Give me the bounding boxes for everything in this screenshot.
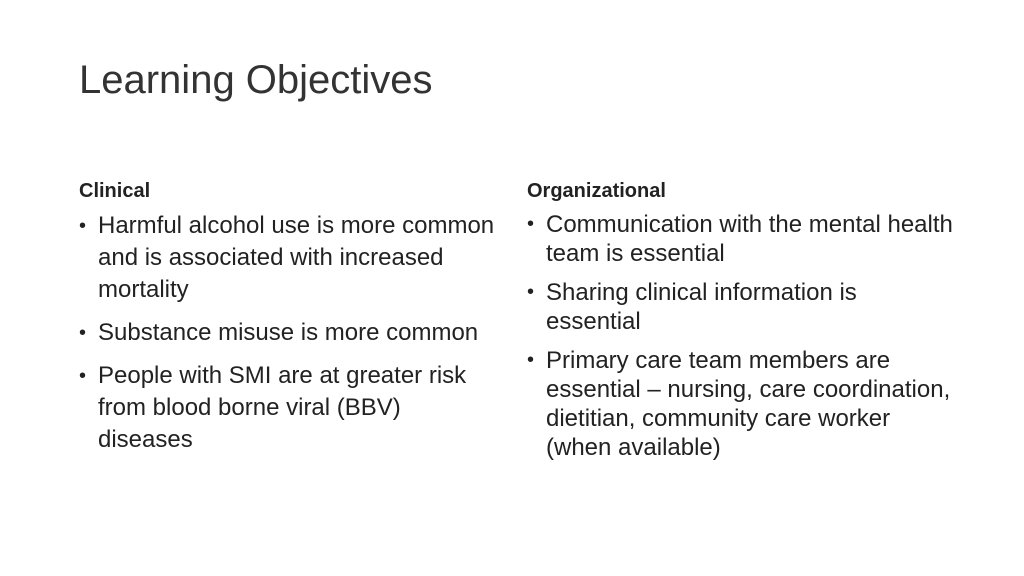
list-item-text: Harmful alcohol use is more common and is associated with increased mortality <box>98 212 495 303</box>
bullet-icon: • <box>527 213 535 235</box>
list-item <box>527 346 957 462</box>
bullet-icon: • <box>79 322 87 344</box>
bullet-icon: • <box>527 281 535 303</box>
list-item-text: Sharing clinical information is essential <box>546 279 857 335</box>
clinical-column <box>79 178 499 467</box>
list-item-text: People with SMI are at greater risk from blood borne viral (BBV) diseases <box>98 362 467 453</box>
list-item-text: Communication with the mental health team is essential <box>546 211 953 267</box>
clinical-list <box>79 210 499 456</box>
list-item <box>527 278 957 336</box>
organizational-heading: Organizational <box>527 180 666 202</box>
list-item <box>79 210 499 306</box>
list-item <box>527 210 957 268</box>
organizational-column <box>527 178 957 472</box>
list-item <box>79 317 499 349</box>
bullet-icon: • <box>79 365 87 387</box>
clinical-heading: Clinical <box>79 180 151 202</box>
list-item-text: Substance misuse is more common <box>98 319 479 346</box>
organizational-list <box>527 210 957 462</box>
list-item-text: Primary care team members are essential – nursing, care coordination, dietitian, community care worker (when available) <box>546 347 951 461</box>
list-item <box>79 360 499 456</box>
bullet-icon: • <box>527 349 535 371</box>
bullet-icon: • <box>79 215 87 237</box>
slide-title: Learning Objectives <box>79 58 433 102</box>
